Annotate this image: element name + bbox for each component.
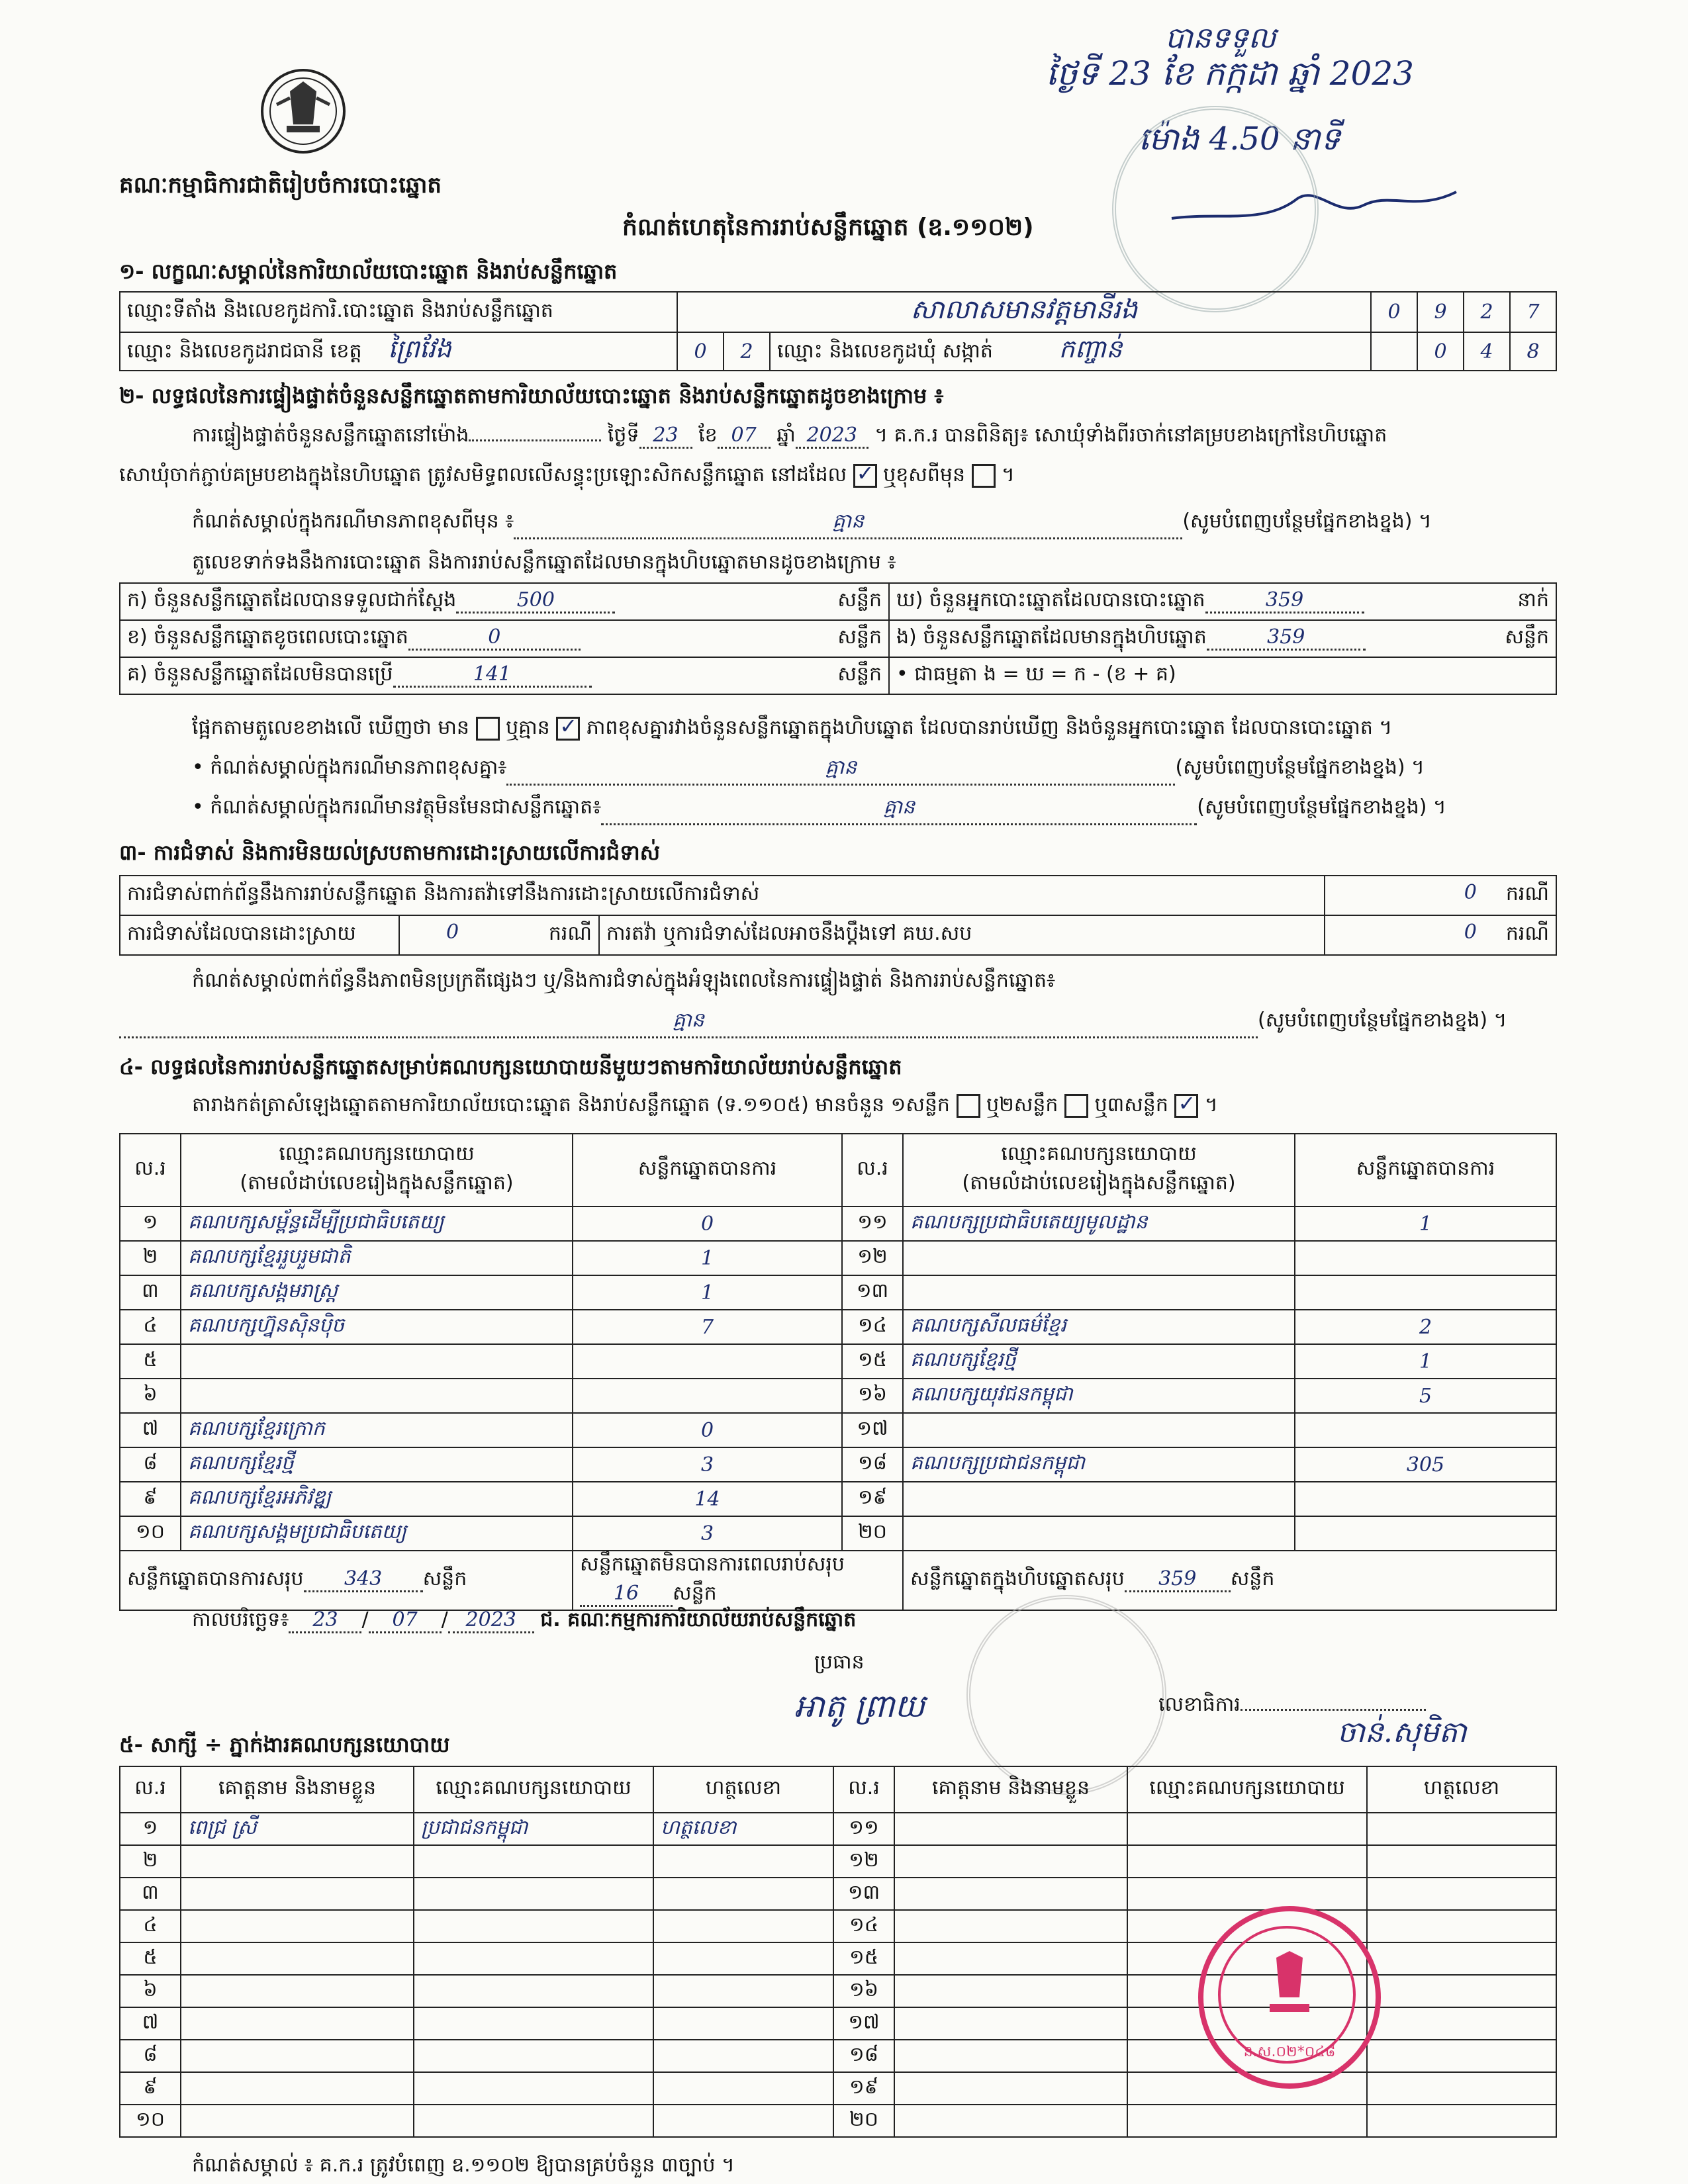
section3-heading: ៣- ការជំទាស់ និងការមិនយល់ស្របតាមការដោះស្រាយលើការជំទាស់ xyxy=(119,840,661,865)
tally-1-checkbox[interactable] xyxy=(957,1094,980,1118)
section4-heading: ៤- លទ្ធផលនៃការរាប់សន្លឹកឆ្នោតសម្រាប់គណបក្សនយោបាយនីមួយៗតាមការិយាល័យរាប់សន្លឹកឆ្នោត xyxy=(119,1054,902,1079)
commune-code-1[interactable]: 0 xyxy=(1417,332,1464,371)
party-votes[interactable]: 0 xyxy=(573,1206,842,1241)
party-votes[interactable]: 1 xyxy=(573,1241,842,1275)
witness-name[interactable] xyxy=(181,1975,414,2007)
party-votes[interactable] xyxy=(573,1379,842,1413)
received-label: បានទទួល xyxy=(1165,21,1276,55)
witness-party[interactable] xyxy=(414,1942,653,1975)
party-name[interactable]: គណបក្សខ្មែររួបរួមជាតិ xyxy=(181,1241,573,1275)
station-code-4[interactable]: 7 xyxy=(1510,292,1556,332)
resolved-count[interactable]: 0 xyxy=(446,921,459,944)
ballots-in-box[interactable]: 359 xyxy=(1207,625,1366,651)
commune-label: ឈ្មោះ និងលេខកូដឃុំ សង្កាត់ កញ្ចាន់ xyxy=(770,332,1371,371)
table-row xyxy=(120,1206,1556,1241)
section5-heading: ៥- សាក្សី ÷ ភ្នាក់ងារគណបក្សនយោបាយ xyxy=(119,1732,450,1757)
province-name[interactable]: ព្រៃវែង xyxy=(388,334,451,363)
table-row xyxy=(120,1516,1556,1551)
party-votes[interactable]: 1 xyxy=(573,1275,842,1310)
party-votes[interactable]: 14 xyxy=(573,1482,842,1516)
party-name[interactable]: គណបក្សយុវជនកម្ពុជា xyxy=(903,1379,1295,1413)
party-number: ៧ xyxy=(120,1413,181,1447)
party-number: ២០ xyxy=(842,1516,903,1551)
witness-party[interactable] xyxy=(414,1845,653,1878)
party-number: ១០ xyxy=(120,1516,181,1551)
commune-code-3[interactable]: 8 xyxy=(1510,332,1556,371)
formula: • ជាធម្មតា ង = ឃ = ក - (ខ + គ) xyxy=(896,662,1176,686)
table-intro: តួលេខទាក់ទងនឹងការបោះឆ្នោត និងការរាប់សន្លឹកឆ្នោតដែលមានក្នុងហិបឆ្នោតមានដូចខាងក្រោម ៖ xyxy=(192,551,896,574)
witness-name[interactable] xyxy=(894,2007,1127,2040)
witness-name[interactable] xyxy=(181,1910,414,1942)
party-name[interactable] xyxy=(903,1275,1295,1310)
witness-signature[interactable] xyxy=(1367,1878,1556,1910)
ballots-received[interactable]: 500 xyxy=(456,588,615,614)
party-votes[interactable]: 3 xyxy=(573,1516,842,1551)
party-number: ៣ xyxy=(120,1275,181,1310)
witness-number: ៦ xyxy=(120,1975,181,2007)
witness-name[interactable] xyxy=(181,2072,414,2105)
verify-month[interactable]: 07 xyxy=(718,424,771,449)
witness-signature[interactable] xyxy=(653,1845,833,1878)
witness-number: ២ xyxy=(120,1845,181,1878)
form-title: កំណត់ហេតុនៃការរាប់សន្លឹកឆ្នោត (ឧ.១១០២) xyxy=(622,214,1034,241)
witness-party[interactable] xyxy=(414,2007,653,2040)
witness-party[interactable] xyxy=(1127,1878,1367,1910)
party-number: ៥ xyxy=(120,1344,181,1379)
witness-party[interactable] xyxy=(414,1910,653,1942)
witness-name[interactable] xyxy=(181,1942,414,1975)
witness-table: ល.រ គោត្តនាម និងនាមខ្លួន ឈ្មោះគណបក្សនយោបាយ ហត្ថលេខា ល.រ គោត្តនាម និងនាមខ្លួន ឈ្មោះគណបក្សនយោបាយ ហត្ថលេខា ១ ពេជ្រ ស្រី ប្រជាជនកម្ពុជា ហត្ថលេខា ១១ ២ ១២ ៣ ១៣ ៤ ១៤ ៥ ១៥ ៦ ១៦ ៧ ១៧ ៨ ១៨ ៩ ១៩ ១០ ២០ xyxy=(119,1766,1557,2138)
witness-number: ៩ xyxy=(120,2072,181,2105)
party-number: ១៥ xyxy=(842,1344,903,1379)
station-name[interactable]: សាលាសមានវត្តមានីរង xyxy=(677,292,1371,332)
party-number: ៦ xyxy=(120,1379,181,1413)
witness-signature[interactable] xyxy=(1367,1845,1556,1878)
station-label: ឈ្មោះទីតាំង និងលេខកូដការិ.បោះឆ្នោត និងរាប់សន្លឹកឆ្នោត xyxy=(120,292,677,332)
verify-line-1: ការផ្ទៀងផ្ទាត់ចំនួនសន្លឹកឆ្នោតនៅម៉ោង ថ្ងៃទី 23 ខែ 07 ឆ្នាំ 2023 ។ គ.ក.រ បានពិនិត្យ៖ សោឃុំទាំងពីរចាក់នៅគម្របខាងក្រៅនៃហិបឆ្នោត xyxy=(192,422,1387,451)
party-name[interactable] xyxy=(903,1516,1295,1551)
witness-number: ១៦ xyxy=(833,1975,894,2007)
witness-number: ១៩ xyxy=(833,2072,894,2105)
party-number: ២ xyxy=(120,1241,181,1275)
witness-name[interactable] xyxy=(894,1942,1127,1975)
province-code-2[interactable]: 2 xyxy=(724,332,770,371)
witness-party[interactable] xyxy=(414,2105,653,2137)
total-in-box[interactable]: 359 xyxy=(1125,1567,1231,1592)
witness-row xyxy=(120,2072,1556,2105)
party-votes[interactable] xyxy=(1295,1482,1556,1516)
station-code-1[interactable]: 0 xyxy=(1371,292,1417,332)
witness-signature[interactable] xyxy=(1367,1975,1556,2007)
party-votes[interactable]: 3 xyxy=(573,1447,842,1482)
witness-signature[interactable] xyxy=(653,1975,833,2007)
province-code-1[interactable]: 0 xyxy=(677,332,724,371)
witness-number: ៨ xyxy=(120,2040,181,2072)
party-votes[interactable] xyxy=(1295,1516,1556,1551)
witness-party[interactable] xyxy=(414,2072,653,2105)
witness-name[interactable] xyxy=(181,1845,414,1878)
witness-row xyxy=(120,1813,1556,1845)
chair-signature[interactable]: អាតូ ព្រាយ xyxy=(794,1688,925,1725)
witness-party[interactable] xyxy=(1127,1813,1367,1845)
section1-heading: ១- លក្ខណៈសម្គាល់នៃការិយាល័យបោះឆ្នោត និងរាប់សន្លឹកឆ្នោត xyxy=(119,259,618,284)
party-name[interactable]: គណបក្សសង្គមរាស្ត្រ xyxy=(181,1275,573,1310)
chair-label: ប្រធាន xyxy=(814,1651,865,1674)
witness-number: ១០ xyxy=(120,2105,181,2137)
round-stamp-gray xyxy=(1112,106,1319,312)
results-table: ល.រ ឈ្មោះគណបក្សនយោបាយ (តាមលំដាប់លេខរៀងក្នុងសន្លឹកឆ្នោត) សន្លឹកឆ្នោតបានការ ល.រ ឈ្មោះគណបក្សនយោបាយ (តាមលំដាប់លេខរៀងក្នុងសន្លឹកឆ្នោត) សន្លឹកឆ្នោតបានការ ១ គណបក្សសម្ព័ន្ធដើម្បីប្រជាធិបតេយ្យ 0 ១១ គណបក្សប្រជាធិបតេយ្យមូលដ្ឋាន 1 ២ គណបក្សខ្មែររួបរួមជាតិ 1 ១២ ៣ គណបក្សសង្គមរាស្ត្រ 1 ១៣ ៤ គណបក្សហ្វ៊ុនស៊ិនប៉ិច 7 ១៤ គណបក្សសីលធម៌ខ្មែរ 2 ៥ ១៥ គណបក្សខ្មែរថ្មី 1 ៦ ១៦ គណបក្សយុវជនកម្ពុជា 5 ៧ គណបក្សខ្មែរក្រោក 0 ១៧ ៨ គណបក្សខ្មែរថ្មី 3 ១៨ គណបក្សប្រជាជនកម្ពុជា 305 ៩ គណបក្សខ្មែរអភិវឌ្ឍ 14 ១៩ ១០ គណបក្សសង្គមប្រជាធិបតេយ្យ 3 ២០ សន្លឹកឆ្នោតបានការសរុប 343 សន្លឹក សន្លឹកឆ្នោតមិនបានការពេលរាប់សរុប16 សន្លឹក សន្លឹកឆ្នោតក្នុងហិបឆ្នោតសរុប 359 សន្លឹក xyxy=(119,1133,1557,1611)
party-name[interactable] xyxy=(181,1379,573,1413)
witness-row xyxy=(120,1878,1556,1910)
party-name[interactable]: គណបក្សហ្វ៊ុនស៊ិនប៉ិច xyxy=(181,1310,573,1344)
witness-name[interactable] xyxy=(894,1845,1127,1878)
verify-year[interactable]: 2023 xyxy=(796,424,868,449)
witness-number: ៧ xyxy=(120,2007,181,2040)
party-number: ១៩ xyxy=(842,1482,903,1516)
party-name[interactable]: គណបក្សខ្មែរក្រោក xyxy=(181,1413,573,1447)
no-diff-checkbox[interactable] xyxy=(556,717,580,741)
party-name[interactable] xyxy=(903,1482,1295,1516)
org-name: គណៈកម្មាធិការជាតិរៀបចំការបោះឆ្នោត xyxy=(119,172,442,199)
witness-signature[interactable] xyxy=(653,1942,833,1975)
table-row xyxy=(120,1447,1556,1482)
appeal-count[interactable]: 0 xyxy=(1464,921,1477,944)
party-number: ១២ xyxy=(842,1241,903,1275)
tally-2-checkbox[interactable] xyxy=(1064,1094,1088,1118)
party-name[interactable]: គណបក្សសម្ព័ន្ធដើម្បីប្រជាធិបតេយ្យ xyxy=(181,1206,573,1241)
party-votes[interactable] xyxy=(1295,1241,1556,1275)
diff-line: ផ្អែកតាមតួលេខខាងលើ ឃើញថា មាន ឬគ្មាន ✓ ភាពខុសគ្នារវាងចំនួនសន្លឹកឆ្នោតក្នុងហិបឆ្នោត ដែលបានរាប់ឃើញ និងចំនួនអ្នកបោះឆ្នោត ដែលបានបោះឆ្នោត ។ xyxy=(192,715,1392,744)
witness-number: ១ xyxy=(120,1813,181,1845)
witness-name[interactable] xyxy=(894,1813,1127,1845)
witness-number: ១៨ xyxy=(833,2040,894,2072)
sign-date-line: កាលបរិច្ឆេទ៖ 23 / 07 / 2023 ជ. គណៈកម្មការការិយាល័យរាប់សន្លឹកឆ្នោត xyxy=(192,1607,856,1636)
party-number: ១៨ xyxy=(842,1447,903,1482)
witness-signature[interactable] xyxy=(1367,2072,1556,2105)
witness-signature[interactable] xyxy=(653,1878,833,1910)
party-name[interactable]: គណបក្សប្រជាធិបតេយ្យមូលដ្ឋាន xyxy=(903,1206,1295,1241)
commune-code-2[interactable]: 4 xyxy=(1464,332,1510,371)
witness-number: ១៣ xyxy=(833,1878,894,1910)
witness-row xyxy=(120,1845,1556,1878)
party-votes[interactable] xyxy=(573,1344,842,1379)
count-table: ក) ចំនួនសន្លឹកឆ្នោតដែលបានទទួលជាក់ស្តែង 500 សន្លឹក ឃ) ចំនួនអ្នកបោះឆ្នោតដែលបានបោះឆ្នោត 359 នាក់ ខ) ចំនួនសន្លឹកឆ្នោតខូចពេលបោះឆ្នោត 0 សន្លឹក ង) ចំនួនសន្លឹកឆ្នោតដែលមានក្នុងហិបឆ្នោត 359 សន្លឹក គ) ចំនួនសន្លឹកឆ្នោតដែលមិនបានប្រើ 141 សន្លឹក • ជាធម្មតា ង = ឃ = ក - (ខ + គ) xyxy=(119,582,1557,695)
witness-name[interactable] xyxy=(894,2072,1127,2105)
voters-count[interactable]: 359 xyxy=(1205,588,1364,614)
witness-signature[interactable] xyxy=(653,2072,833,2105)
party-number: ១៦ xyxy=(842,1379,903,1413)
complaints-note-label: កំណត់សម្គាល់ពាក់ព័ន្ធនឹងភាពមិនប្រក្រតីផ្សេងៗ ឬ/និងការជំទាស់ក្នុងអំឡុងពេលនៃការផ្ទៀងផ្ទាត់ និងការរាប់សន្លឹកឆ្នោត៖ xyxy=(192,969,1056,992)
party-name[interactable] xyxy=(181,1344,573,1379)
witness-row xyxy=(120,2105,1556,2137)
tally-3-checkbox[interactable] xyxy=(1174,1094,1198,1118)
witness-party[interactable] xyxy=(414,2040,653,2072)
witness-party[interactable] xyxy=(414,1975,653,2007)
party-votes[interactable]: 7 xyxy=(573,1310,842,1344)
witness-signature[interactable] xyxy=(1367,1813,1556,1845)
witness-signature[interactable] xyxy=(1367,1910,1556,1942)
table-row xyxy=(120,1344,1556,1379)
party-votes[interactable]: 2 xyxy=(1295,1310,1556,1344)
party-votes[interactable]: 1 xyxy=(1295,1344,1556,1379)
party-number: ១៧ xyxy=(842,1413,903,1447)
party-name[interactable]: គណបក្សសង្គមប្រជាធិបតេយ្យ xyxy=(181,1516,573,1551)
table-row xyxy=(120,1482,1556,1516)
witness-name[interactable] xyxy=(894,1910,1127,1942)
verify-note-value[interactable]: គ្មាន xyxy=(514,508,1182,539)
verify-line-2: សោឃុំចាក់ភ្ជាប់គម្របខាងក្នុងនៃហិបឆ្នោត ត្រូវសមិទ្ធពលលើសន្ធុះប្រឡោះសិកសន្លឹកឆ្នោត នៅដដែល ✓ ឬខុសពីមុន ។ xyxy=(119,462,1015,491)
witness-party[interactable] xyxy=(1127,1845,1367,1878)
ballots-unused[interactable]: 141 xyxy=(393,662,592,688)
verify-day[interactable]: 23 xyxy=(639,424,692,449)
complaints-table: ការជំទាស់ពាក់ព័ន្ធនឹងការរាប់សន្លឹកឆ្នោត និងការតវ៉ាទៅនឹងការដោះស្រាយលើការជំទាស់ 0 ករណី ការជំទាស់ដែលបានដោះស្រាយ 0 ករណី ការតវ៉ា ឬការជំទាស់ដែលអាចនឹងប្តឹងទៅ គឃ.សប 0 ករណី xyxy=(119,875,1557,956)
section2-heading: ២- លទ្ធផលនៃការផ្ទៀងផ្ទាត់ចំនួនសន្លឹកឆ្នោតតាមការិយាល័យបោះឆ្នោត និងរាប់សន្លឹកឆ្នោតដូចខាងក្រោម ៖ xyxy=(119,383,944,408)
party-name[interactable]: គណបក្សខ្មែរថ្មី xyxy=(181,1447,573,1482)
witness-name[interactable] xyxy=(181,2040,414,2072)
round-stamp-gray-2 xyxy=(966,1595,1166,1795)
ballots-spoiled[interactable]: 0 xyxy=(408,625,581,651)
witness-signature[interactable] xyxy=(653,2040,833,2072)
complaints-note: គ្មាន (សូមបំពេញបន្ថែមផ្នែកខាងខ្នង) ។ xyxy=(119,1007,1507,1038)
witness-party[interactable]: ប្រជាជនកម្ពុជា xyxy=(414,1813,653,1845)
has-diff-checkbox[interactable] xyxy=(476,717,500,741)
party-number: ១ xyxy=(120,1206,181,1241)
party-number: ៤ xyxy=(120,1310,181,1344)
party-votes[interactable]: 5 xyxy=(1295,1379,1556,1413)
party-name[interactable]: គណបក្សប្រជាជនកម្ពុជា xyxy=(903,1447,1295,1482)
party-number: ៨ xyxy=(120,1447,181,1482)
tally-line: តារាងកត់ត្រាសំឡេងឆ្នោតតាមការិយាល័យបោះឆ្នោត និងរាប់សន្លឹកឆ្នោត (ទ.១១០៥) មានចំនួន ១សន្លឹក ឬ២សន្លឹក ឬ៣សន្លឹក ✓ ។ xyxy=(192,1092,1218,1121)
witness-name[interactable] xyxy=(181,1878,414,1910)
secretary-label: លេខាធិការ xyxy=(1158,1692,1426,1721)
table-row xyxy=(120,1310,1556,1344)
total-invalid[interactable]: 16 xyxy=(580,1582,673,1607)
witness-name[interactable] xyxy=(894,2105,1127,2137)
emblem-logo xyxy=(250,65,356,158)
witness-signature[interactable] xyxy=(653,2007,833,2040)
table-row xyxy=(120,1379,1556,1413)
party-votes[interactable]: 0 xyxy=(573,1413,842,1447)
province-label: ឈ្មោះ និងលេខកូដរាជធានី ខេត្ត ព្រៃវែង xyxy=(120,332,677,371)
witness-party[interactable] xyxy=(1127,2105,1367,2137)
witness-name[interactable] xyxy=(181,2007,414,2040)
party-number: ១៤ xyxy=(842,1310,903,1344)
commune-name[interactable]: កញ្ចាន់ xyxy=(1058,334,1123,363)
station-code-2[interactable]: 9 xyxy=(1417,292,1464,332)
witness-signature[interactable] xyxy=(653,2105,833,2137)
footer-note: កំណត់សម្គាល់ ៖ គ.ក.រ ត្រូវបំពេញ ឧ.១១០២ ឱ្យបានគ្រប់ចំនួន ៣ច្បាប់ ។ xyxy=(192,2154,735,2177)
party-votes[interactable] xyxy=(1295,1413,1556,1447)
secretary-signature[interactable]: ចាន់.សុមិតា xyxy=(1337,1715,1467,1749)
bullet-note-1: • កំណត់សម្គាល់ក្នុងករណីមានភាពខុសគ្នា៖ គ្មាន (សូមបំពេញបន្ថែមផ្នែកខាងខ្នង) ។ xyxy=(192,754,1425,786)
witness-number: ៣ xyxy=(120,1878,181,1910)
party-number: ៩ xyxy=(120,1482,181,1516)
complaints-count[interactable]: 0 xyxy=(1464,881,1477,904)
section1-table xyxy=(119,291,1557,371)
party-name[interactable]: គណបក្សខ្មែរអភិវឌ្ឍ xyxy=(181,1482,573,1516)
party-number: ១៣ xyxy=(842,1275,903,1310)
party-name[interactable] xyxy=(903,1413,1295,1447)
witness-signature[interactable] xyxy=(1367,2105,1556,2137)
party-name[interactable]: គណបក្សខ្មែរថ្មី xyxy=(903,1344,1295,1379)
witness-signature[interactable]: ហត្ថលេខា xyxy=(653,1813,833,1845)
witness-signature[interactable] xyxy=(1367,1942,1556,1975)
received-time: ម៉ោង 4.50 នាទី xyxy=(1139,120,1340,158)
table-row xyxy=(120,1275,1556,1310)
table-row xyxy=(120,1413,1556,1447)
bullet-note-2: • កំណត់សម្គាល់ក្នុងករណីមានវត្ថុមិនមែនជាសន្លឹកឆ្នោត៖ គ្មាន (សូមបំពេញបន្ថែមផ្នែកខាងខ្នង) ។ xyxy=(192,794,1446,825)
witness-signature[interactable] xyxy=(1367,2040,1556,2072)
total-valid[interactable]: 343 xyxy=(304,1567,423,1592)
witness-number: ១១ xyxy=(833,1813,894,1845)
verify-note: កំណត់សម្គាល់ក្នុងករណីមានភាពខុសពីមុន ៖ គ្មាន (សូមបំពេញបន្ថែមផ្នែកខាងខ្នង) ។ xyxy=(192,508,1432,539)
witness-number: ៥ xyxy=(120,1942,181,1975)
witness-name[interactable]: ពេជ្រ ស្រី xyxy=(181,1813,414,1845)
witness-name[interactable] xyxy=(894,2040,1127,2072)
witness-party[interactable] xyxy=(414,1878,653,1910)
witness-signature[interactable] xyxy=(1367,2007,1556,2040)
witness-number: ២០ xyxy=(833,2105,894,2137)
witness-number: ៤ xyxy=(120,1910,181,1942)
witness-signature[interactable] xyxy=(653,1910,833,1942)
witness-name[interactable] xyxy=(181,2105,414,2137)
station-code-3[interactable]: 2 xyxy=(1464,292,1510,332)
received-date: ថ្ងៃទី 23 ខែ កក្កដា ឆ្នាំ 2023 xyxy=(1046,54,1414,93)
party-votes[interactable]: 1 xyxy=(1295,1206,1556,1241)
witness-number: ១៤ xyxy=(833,1910,894,1942)
party-name[interactable]: គណបក្សសីលធម៌ខ្មែរ xyxy=(903,1310,1295,1344)
red-seal-text: ន.ស.០២*០៤៨ xyxy=(1243,2044,1336,2060)
different-checkbox[interactable] xyxy=(972,464,996,488)
red-official-seal xyxy=(1198,1906,1381,2089)
witness-number: ១៥ xyxy=(833,1942,894,1975)
party-name[interactable] xyxy=(903,1241,1295,1275)
witness-number: ១២ xyxy=(833,1845,894,1878)
table-row xyxy=(120,1241,1556,1275)
same-checkbox[interactable] xyxy=(853,464,877,488)
witness-number: ១៧ xyxy=(833,2007,894,2040)
party-number: ១១ xyxy=(842,1206,903,1241)
witness-name[interactable] xyxy=(894,1878,1127,1910)
party-votes[interactable]: 305 xyxy=(1295,1447,1556,1482)
party-votes[interactable] xyxy=(1295,1275,1556,1310)
witness-name[interactable] xyxy=(894,1975,1127,2007)
